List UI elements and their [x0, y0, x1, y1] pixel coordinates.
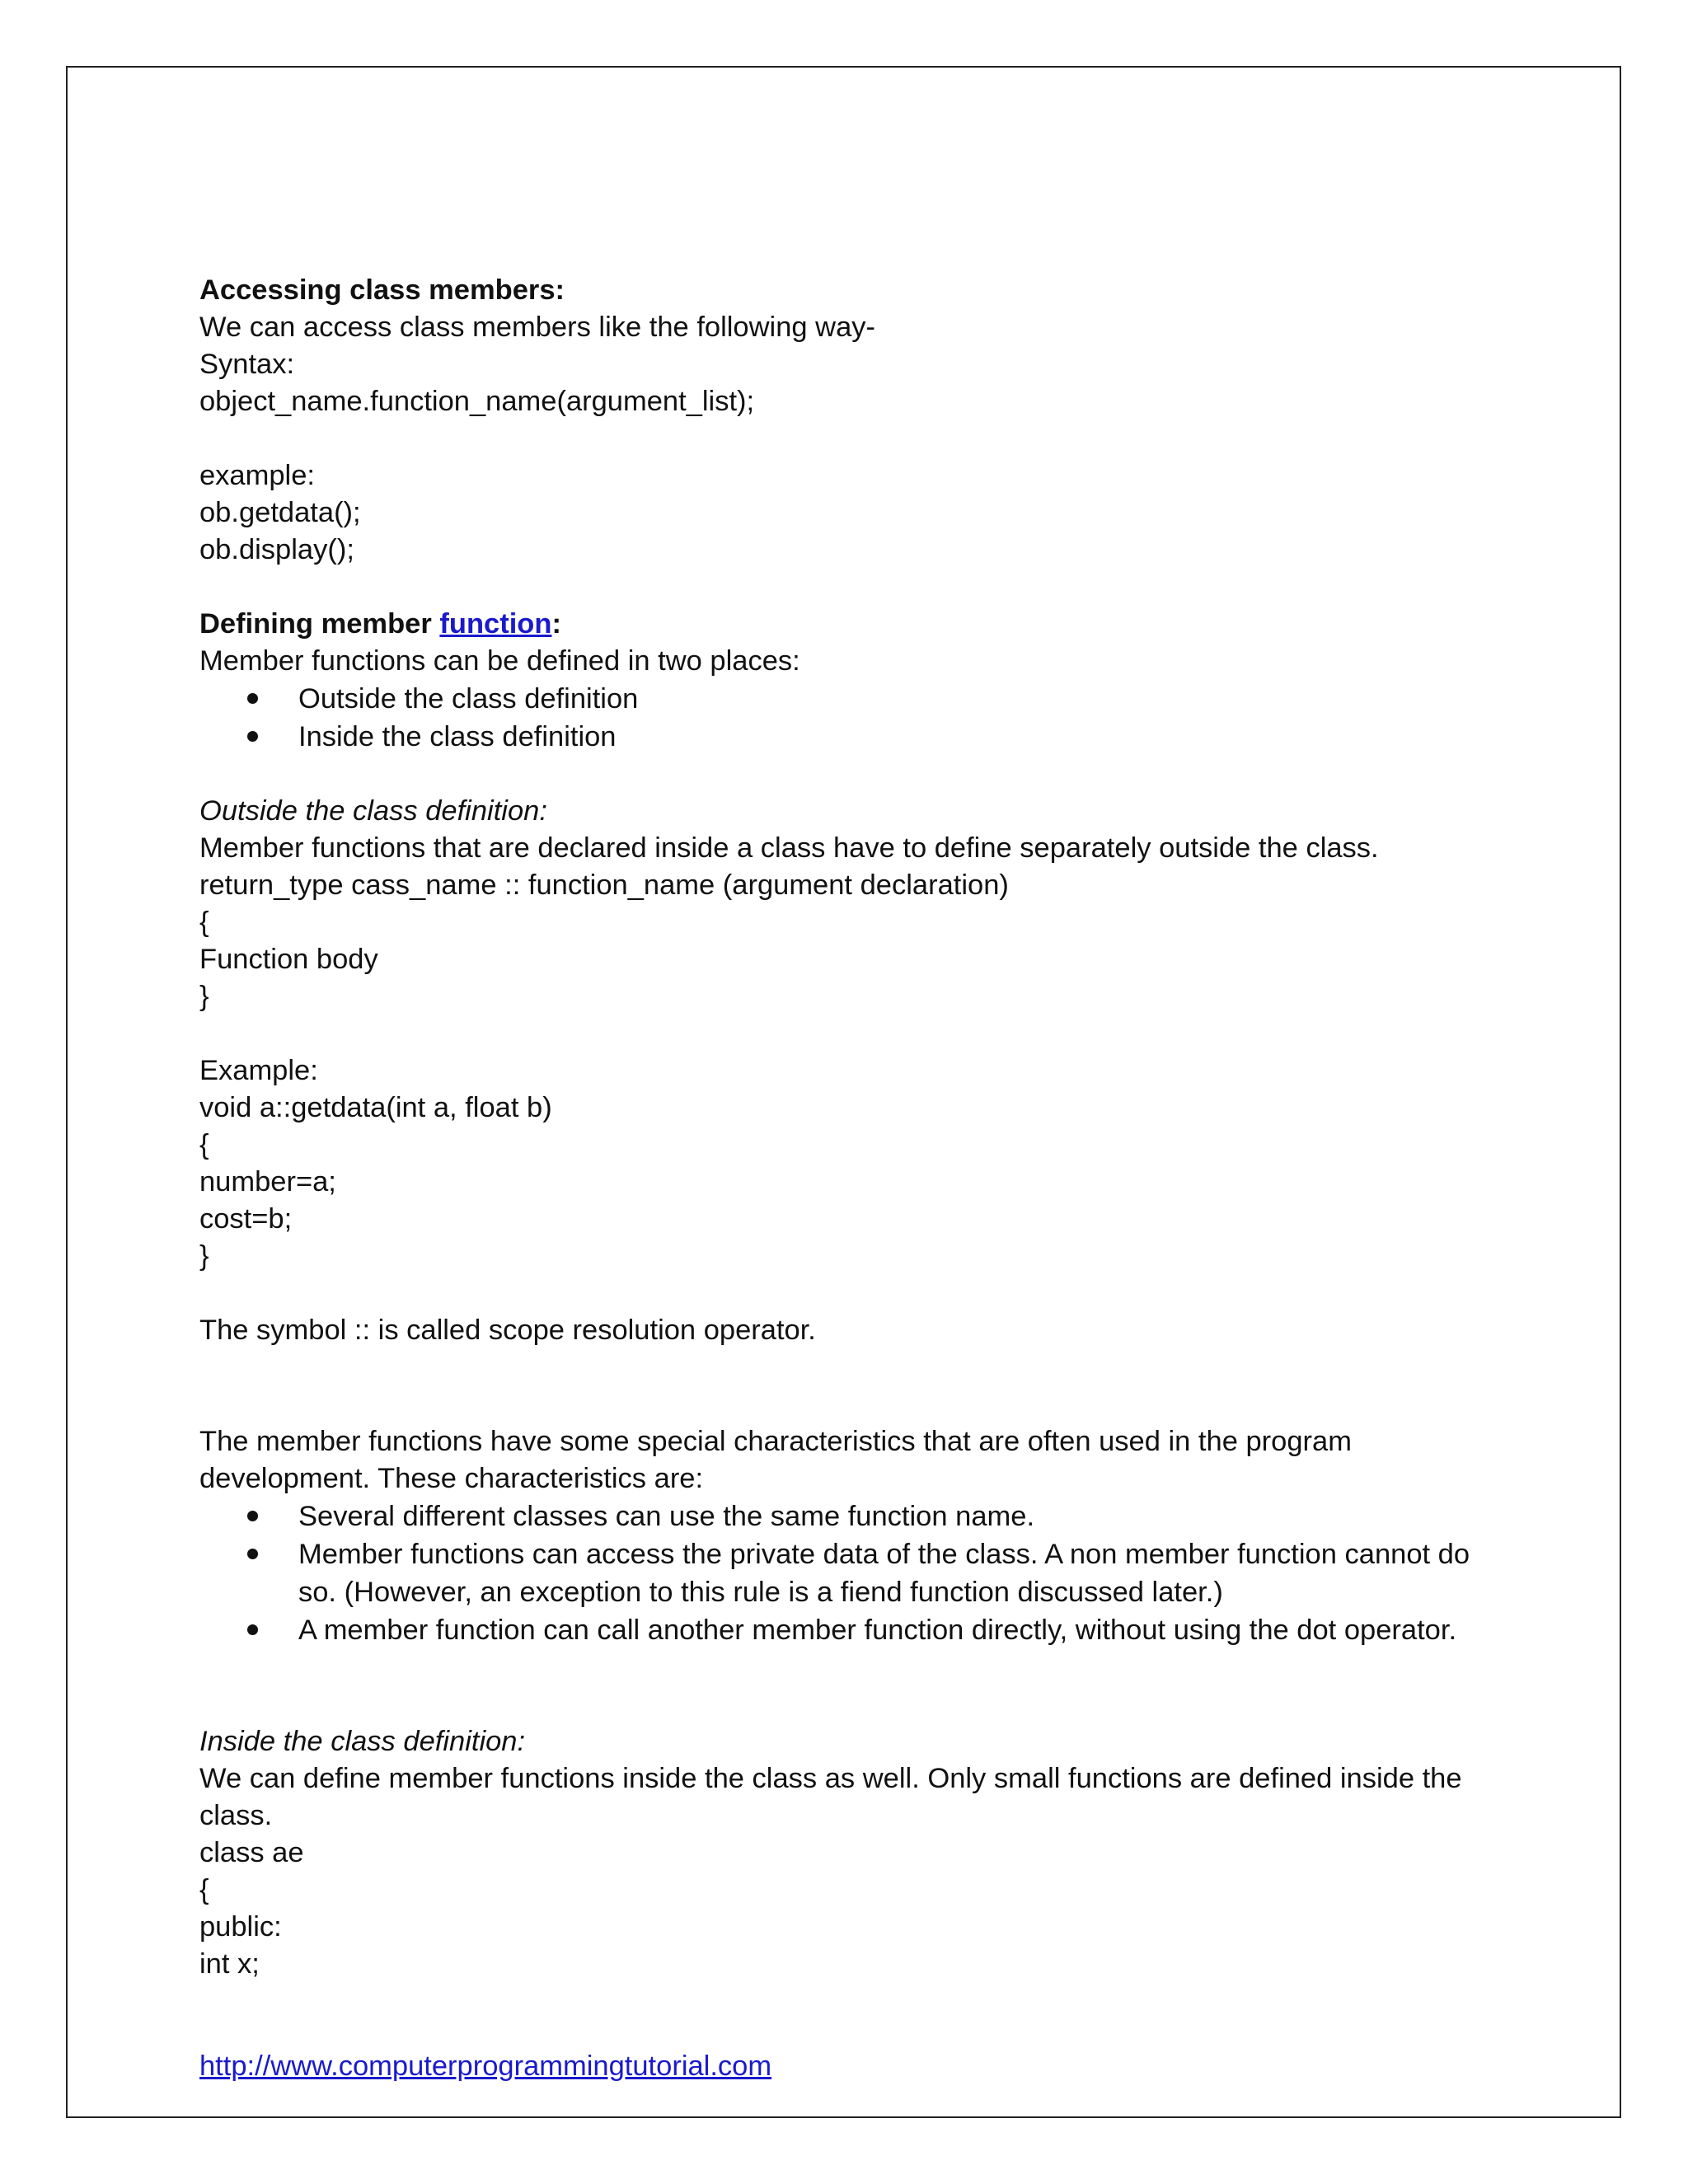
bullet-icon — [247, 693, 258, 704]
list-item: A member function can call another member function directly, without using the dot operator. — [199, 1611, 1485, 1649]
code-line: public: — [199, 1911, 282, 1943]
scope-note: The symbol :: is called scope resolution operator. — [199, 1315, 816, 1346]
example-label: example: — [199, 460, 315, 491]
code-line: { — [199, 1129, 209, 1160]
syntax-label: Syntax: — [199, 349, 295, 380]
syntax-code: object_name.function_name(argument_list); — [199, 386, 755, 417]
heading-defining-member-function — [199, 606, 1485, 643]
code-line: } — [199, 1240, 209, 1272]
code-line: } — [199, 981, 209, 1012]
accessing-intro: We can access class members like the following way- — [199, 312, 875, 343]
example-label: Example: — [199, 1055, 318, 1086]
heading-accessing-class-members: Accessing class members: — [199, 274, 565, 306]
outside-intro: Member functions that are declared inside a class have to define separately outside the class. — [199, 832, 1379, 864]
characteristics-intro: The member functions have some special characteristics that are often used in the program development. These characteristics are: — [199, 1426, 1352, 1494]
list-item: Several different classes can use the same function name. — [199, 1497, 1485, 1535]
code-line: class ae — [199, 1837, 304, 1868]
code-line: number=a; — [199, 1166, 336, 1197]
bullet-icon — [247, 1624, 258, 1635]
bullet-icon — [247, 1549, 258, 1559]
list-item: Outside the class definition — [199, 680, 1485, 718]
code-line: cost=b; — [199, 1203, 293, 1235]
code-line: Function body — [199, 944, 378, 975]
defining-intro: Member functions can be defined in two places: — [199, 645, 800, 677]
heading-prefix: Defining member — [199, 608, 440, 640]
heading-inside-class-definition: Inside the class definition: — [199, 1726, 526, 1757]
places-list — [199, 680, 1485, 756]
code-line: int x; — [199, 1948, 260, 1980]
example-line: ob.display(); — [199, 534, 354, 565]
example-line: ob.getdata(); — [199, 497, 361, 528]
heading-outside-class-definition: Outside the class definition: — [199, 795, 547, 827]
bullet-icon — [247, 1511, 258, 1521]
function-link[interactable]: function — [439, 608, 552, 640]
code-line: { — [199, 1874, 209, 1905]
list-item: Member functions can access the private data of the class. A non member function cannot do so. (However, an exception to this rule is a fiend function discussed later.) — [199, 1535, 1485, 1611]
footer-url-link[interactable]: http://www.computerprogrammingtutorial.com — [199, 2050, 772, 2082]
document-body — [199, 272, 1485, 1983]
code-line: return_type cass_name :: function_name (argument declaration) — [199, 869, 1009, 901]
heading-suffix: : — [551, 608, 561, 640]
code-line: void a::getdata(int a, float b) — [199, 1092, 552, 1123]
list-item: Inside the class definition — [199, 718, 1485, 756]
bullet-icon — [247, 731, 258, 742]
inside-intro: We can define member functions inside the class as well. Only small functions are defined inside the class. — [199, 1763, 1462, 1831]
code-line: { — [199, 907, 209, 938]
characteristics-list — [199, 1497, 1485, 1649]
